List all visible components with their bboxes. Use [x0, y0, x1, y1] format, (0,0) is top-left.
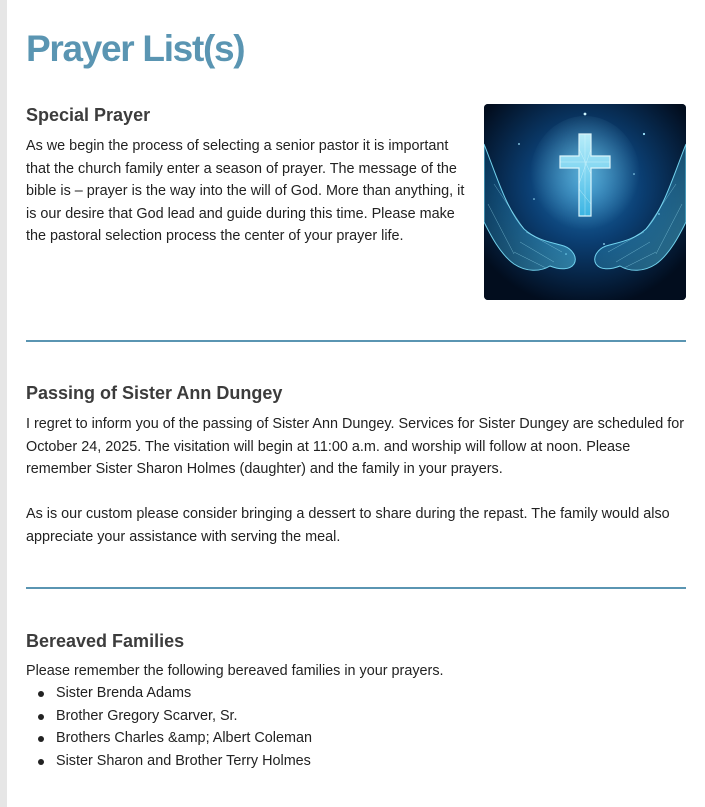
passing-heading: Passing of Sister Ann Dungey — [26, 383, 283, 403]
section-divider — [26, 587, 686, 589]
list-item — [26, 705, 312, 728]
passing-text: I regret to inform you of the passing of Sister Ann Dungey. Services for Sister Dungey are scheduled for October 24, 2025. The visitation will begin at 11:00 a.m. and worship will follow at noon. Please remember Sister Sharon Holmes (daughter) and the family in your prayers. — [26, 416, 685, 477]
bereaved-families-list — [26, 682, 312, 772]
family-name: Brothers Charles &amp; Albert Coleman — [56, 730, 312, 746]
bullet-icon — [38, 714, 44, 720]
left-edge-bar — [0, 0, 7, 807]
praying-hands-cross-image — [484, 104, 686, 300]
repast-text: As is our custom please consider bringing a dessert to share during the repast. The family would also appreciate your assistance with serving the meal. — [26, 506, 670, 545]
bullet-icon — [38, 691, 44, 697]
family-name: Brother Gregory Scarver, Sr. — [56, 707, 238, 724]
praying-hands-cross-icon — [484, 104, 686, 300]
section-divider — [26, 340, 686, 342]
bereaved-heading: Bereaved Families — [26, 631, 185, 651]
list-item — [26, 727, 312, 750]
special-prayer-text: As we begin the process of selecting a senior pastor it is important that the church family enter a season of prayer. The message of the bible is – prayer is the way into the will of God. More than anything, it is our desire that God lead and guide during this time. Please make the pastoral selection process the center of your prayer life. — [26, 138, 465, 244]
family-name: Sister Sharon and Brother Terry Holmes — [56, 752, 311, 769]
list-item — [26, 682, 312, 705]
bullet-icon — [38, 736, 44, 742]
special-prayer-heading: Special Prayer — [26, 105, 151, 125]
bereaved-intro: Please remember the following bereaved families in your prayers. — [26, 663, 444, 679]
list-item — [26, 750, 312, 773]
page-title: Prayer List(s) — [26, 28, 245, 69]
family-name: Sister Brenda Adams — [56, 685, 192, 701]
bullet-icon — [38, 759, 44, 765]
